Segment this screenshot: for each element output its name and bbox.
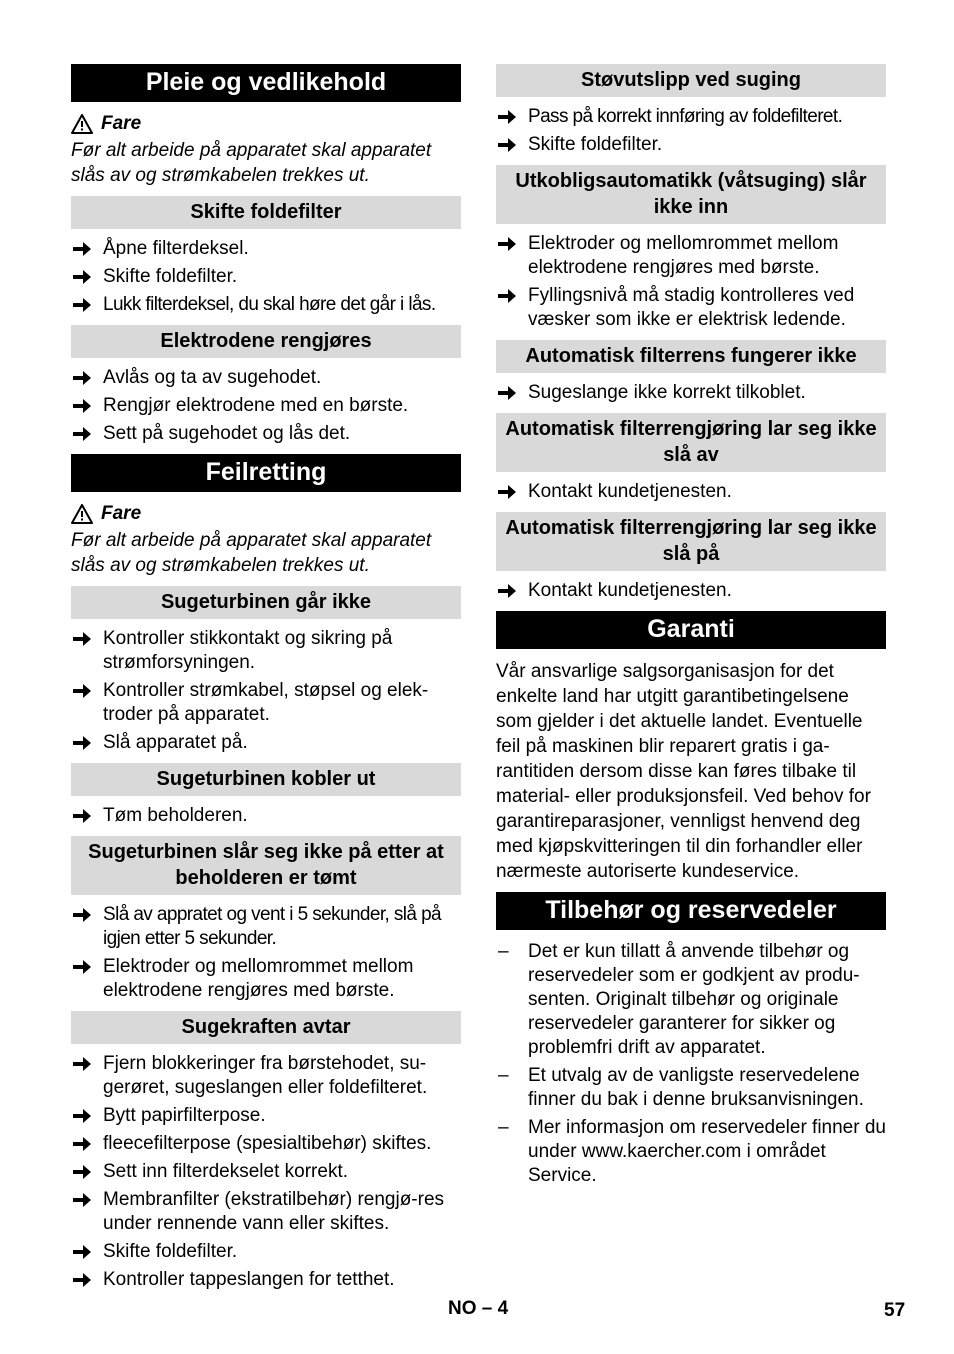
list-item: Slå av appratet og vent i 5 sekunder, slå på igjen etter 5 sekunder.	[71, 903, 461, 951]
heading-filterrengjoring-sla-av: Automatisk filterrengjøring lar seg ikke slå av	[496, 413, 886, 472]
dash-list	[496, 940, 886, 1188]
list-item: Bytt papirfilterpose.	[71, 1104, 461, 1128]
list-item: – Mer informasjon om reservedeler finner du under www.kaercher.com i området Service.	[498, 1117, 886, 1186]
heading-automatisk-filterrens: Automatisk filterrens fungerer ikke	[496, 340, 886, 373]
arrow-right-icon	[73, 1193, 91, 1207]
list-item: Sett på sugehodet og lås det.	[71, 422, 461, 446]
step-list	[496, 105, 886, 157]
heading-tilbehor: Tilbehør og reservedeler	[496, 892, 886, 930]
heading-utkobling: Utkobligsautomatikk (våtsuging) slår ikke inn	[496, 165, 886, 224]
heading-elektrodene: Elektrodene rengjøres	[71, 325, 461, 358]
arrow-right-icon	[498, 485, 516, 499]
list-item: Pass på korrekt innføring av foldefilteret.	[496, 105, 886, 129]
heading-feilretting: Feilretting	[71, 454, 461, 492]
warning-text: Før alt arbeide på apparatet skal apparatet slås av og strømkabelen trekkes ut.	[71, 140, 432, 186]
step-list	[71, 366, 461, 446]
step-list	[71, 237, 461, 317]
step-list	[496, 480, 886, 504]
step-list	[71, 804, 461, 828]
warning-label	[71, 112, 461, 136]
step-list	[71, 903, 461, 1003]
arrow-right-icon	[73, 1137, 91, 1151]
list-item: – Et utvalg av de vanligste reservedelene finner du bak i denne bruksanvisningen.	[498, 1065, 864, 1110]
list-item: Kontakt kundetjenesten.	[496, 480, 886, 504]
list-item: Lukk filterdeksel, du skal høre det går i lås.	[71, 293, 461, 317]
list-item: Elektroder og mellomrommet mellom elektrodene rengjøres med børste.	[496, 232, 886, 280]
warning-triangle-icon	[71, 114, 93, 134]
step-list	[496, 232, 886, 332]
arrow-right-icon	[73, 270, 91, 284]
heading-sugeturbinen-slar-seg: Sugeturbinen slår seg ikke på etter at beholderen er tømt	[71, 836, 461, 895]
heading-pleie: Pleie og vedlikehold	[71, 64, 461, 102]
heading-garanti: Garanti	[496, 611, 886, 649]
footer-page-number: 57	[884, 1300, 906, 1321]
heading-skifte-foldefilter: Skifte foldefilter	[71, 196, 461, 229]
list-item: Slå apparatet på.	[71, 731, 461, 755]
list-item: fleecefilterpose (spesialtibehør) skiftes.	[71, 1132, 461, 1156]
step-list	[496, 381, 886, 405]
arrow-right-icon	[73, 809, 91, 823]
arrow-right-icon	[498, 110, 516, 124]
list-item: Sett inn filterdekselet korrekt.	[71, 1160, 461, 1184]
arrow-right-icon	[73, 1245, 91, 1259]
dash-bullet-icon: –	[498, 1065, 509, 1086]
warning-label	[71, 502, 461, 526]
list-item: Skifte foldefilter.	[71, 265, 461, 289]
warning-triangle-icon	[71, 504, 93, 524]
right-column	[496, 64, 886, 1196]
arrow-right-icon	[73, 399, 91, 413]
arrow-right-icon	[73, 632, 91, 646]
arrow-right-icon	[73, 1109, 91, 1123]
warning-label-text: Fare	[101, 113, 142, 134]
garanti-text: Vår ansvarlige salgsorganisasjon for det enkelte land har utgitt garantibetingelsene som gjelder i det aktuelle landet. Eventuelle feil på maskinen blir reparert gratis i ga-rantitiden dersom disse kan føres tilbake til material- eller produksjonsfeil. Ved behov for garantireparasjoner, vennligst henvend deg med kjøpskvitteringen til din forhandler eller nærmeste autoriserte kundeservice.	[496, 661, 871, 882]
list-item: Kontakt kundetjenesten.	[496, 579, 886, 603]
list-item: Tøm beholderen.	[71, 804, 461, 828]
list-item: Avlås og ta av sugehodet.	[71, 366, 461, 390]
arrow-right-icon	[73, 1273, 91, 1287]
list-item: Skifte foldefilter.	[71, 1240, 461, 1264]
arrow-right-icon	[498, 386, 516, 400]
list-item: Fyllingsnivå må stadig kontrolleres ved væsker som ikke er elektrisk ledende.	[496, 284, 886, 332]
arrow-right-icon	[73, 1057, 91, 1071]
footer-section-code: NO – 4	[448, 1298, 509, 1319]
list-item: Åpne filterdeksel.	[71, 237, 461, 261]
step-list	[496, 579, 886, 603]
arrow-right-icon	[498, 138, 516, 152]
heading-sugeturbinen-gar-ikke: Sugeturbinen går ikke	[71, 586, 461, 619]
arrow-right-icon	[73, 242, 91, 256]
arrow-right-icon	[73, 298, 91, 312]
list-item: – Det er kun tillatt å anvende tilbehør og reservedeler som er godkjent av produ-senten. Originalt tilbehør og originale reservedeler garanterer for sikker og problemfri drift av apparatet.	[498, 941, 860, 1058]
arrow-right-icon	[73, 908, 91, 922]
arrow-right-icon	[73, 1165, 91, 1179]
heading-stovutslipp: Støvutslipp ved suging	[496, 64, 886, 97]
list-item: Rengjør elektrodene med en børste.	[71, 394, 461, 418]
dash-bullet-icon: –	[498, 1117, 509, 1138]
arrow-right-icon	[73, 684, 91, 698]
list-item: Skifte foldefilter.	[496, 133, 886, 157]
arrow-right-icon	[498, 584, 516, 598]
arrow-right-icon	[73, 736, 91, 750]
step-list	[71, 1052, 461, 1292]
arrow-right-icon	[498, 237, 516, 251]
heading-sugeturbinen-kobler-ut: Sugeturbinen kobler ut	[71, 763, 461, 796]
warning-text: Før alt arbeide på apparatet skal apparatet slås av og strømkabelen trekkes ut.	[71, 530, 432, 576]
heading-sugekraften-avtar: Sugekraften avtar	[71, 1011, 461, 1044]
list-item: Sugeslange ikke korrekt tilkoblet.	[496, 381, 886, 405]
list-item: Kontroller strømkabel, støpsel og elek-troder på apparatet.	[71, 679, 461, 727]
list-item: Kontroller stikkontakt og sikring på strømforsyningen.	[71, 627, 461, 675]
list-item: Kontroller tappeslangen for tetthet.	[71, 1268, 461, 1292]
left-column	[71, 64, 461, 1300]
step-list	[71, 627, 461, 755]
arrow-right-icon	[498, 289, 516, 303]
arrow-right-icon	[73, 371, 91, 385]
warning-label-text: Fare	[101, 503, 142, 524]
arrow-right-icon	[73, 960, 91, 974]
list-item: Membranfilter (ekstratilbehør) rengjø-res under rennende vann eller skiftes.	[71, 1188, 461, 1236]
heading-filterrengjoring-sla-pa: Automatisk filterrengjøring lar seg ikke slå på	[496, 512, 886, 571]
list-item: Fjern blokkeringer fra børstehodet, su-gerøret, sugeslangen eller foldefilteret.	[71, 1052, 461, 1100]
list-item: Elektroder og mellomrommet mellom elektrodene rengjøres med børste.	[71, 955, 461, 1003]
dash-bullet-icon: –	[498, 941, 509, 962]
arrow-right-icon	[73, 427, 91, 441]
